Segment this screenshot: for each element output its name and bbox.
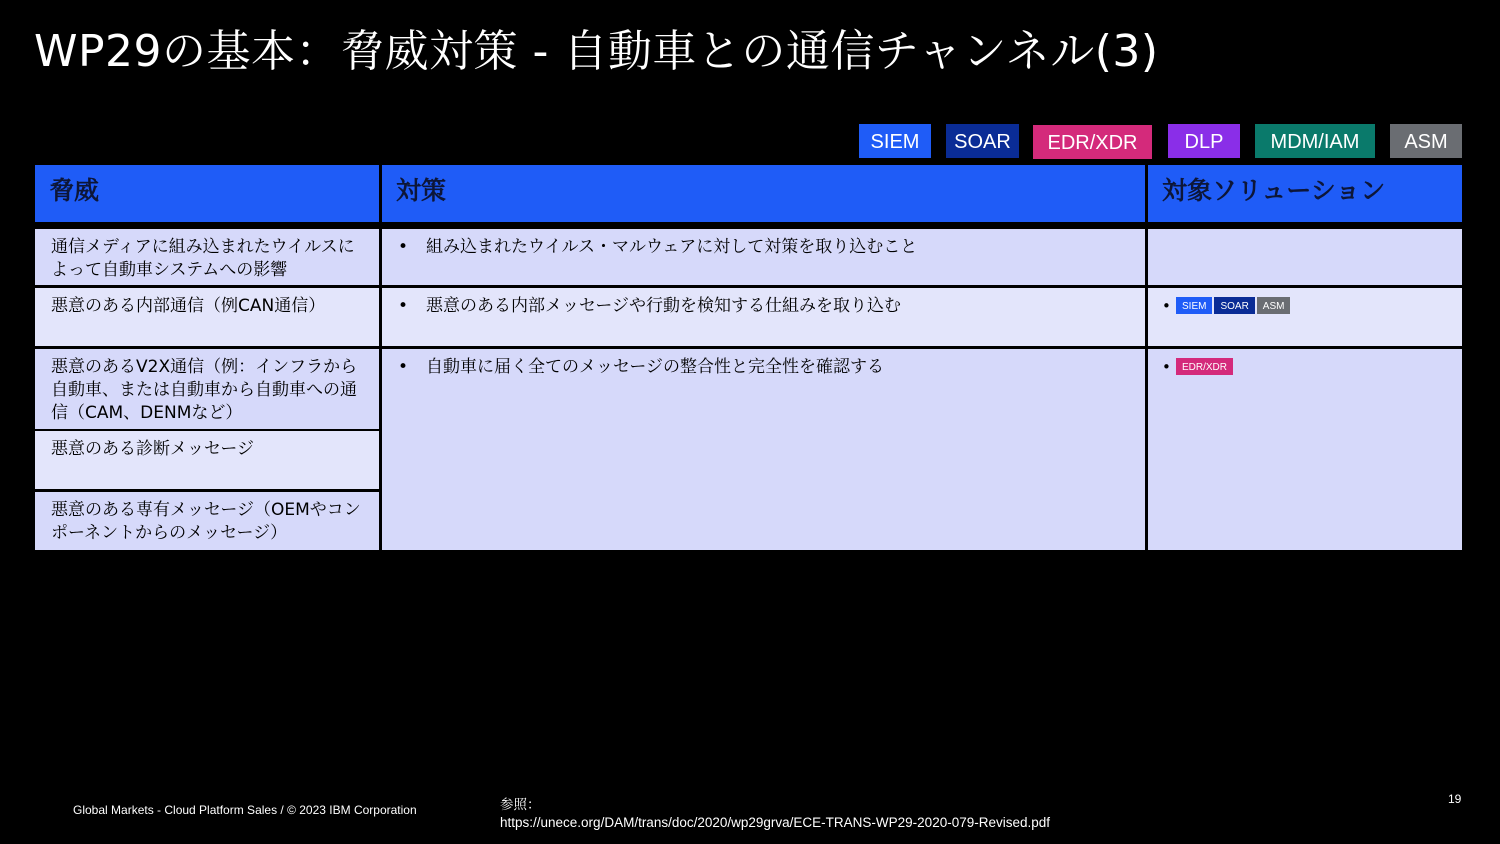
- slide-title: WP29の基本：脅威対策 - 自動車との通信チャンネル(3): [34, 26, 1159, 77]
- reference-url: https://unece.org/DAM/trans/doc/2020/wp29grva/ECE-TRANS-WP29-2020-079-Revised.pdf: [500, 815, 1051, 830]
- solution-tag-soar: SOAR: [1214, 297, 1254, 314]
- header-solution: 対象ソリューション: [1148, 165, 1462, 222]
- reference-label: 参照：: [500, 797, 541, 812]
- header-measure: 対策: [382, 165, 1145, 222]
- solution-cell: [1148, 349, 1462, 550]
- legend-dlp: DLP: [1168, 124, 1240, 158]
- measure-text: 悪意のある内部メッセージや行動を検知する仕組みを取り込む: [426, 296, 901, 316]
- legend-asm: ASM: [1390, 124, 1462, 158]
- bullet-icon: •: [1162, 358, 1171, 376]
- legend-soar: SOAR: [946, 124, 1019, 158]
- measure-cell: [382, 349, 1145, 550]
- bullet-icon: •: [398, 237, 409, 257]
- measure-cell: [382, 288, 1145, 346]
- header-threat: 脅威: [35, 165, 379, 222]
- legend-mdm-iam: MDM/IAM: [1255, 124, 1375, 158]
- threat-cell: 悪意のある専有メッセージ（OEMやコンポーネントからのメッセージ）: [35, 492, 379, 550]
- solution-legend: [0, 124, 1500, 160]
- legend-siem: SIEM: [859, 124, 931, 158]
- measure-cell: [382, 229, 1145, 285]
- page-number: 19: [1448, 792, 1462, 806]
- threat-cell: 悪意のある内部通信（例CAN通信）: [35, 288, 379, 346]
- measure-text: 自動車に届く全てのメッセージの整合性と完全性を確認する: [426, 357, 884, 377]
- legend-edr-xdr: EDR/XDR: [1033, 125, 1152, 159]
- threat-cell: 悪意のあるV2X通信（例：インフラから自動車、または自動車から自動車への通信（CAM、DENMなど）: [35, 349, 379, 429]
- threat-cell: 悪意のある診断メッセージ: [35, 431, 379, 489]
- solution-cell: [1148, 288, 1462, 346]
- threat-cell: 通信メディアに組み込まれたウイルスによって自動車システムへの影響: [35, 229, 379, 285]
- measure-text: 組み込まれたウイルス・マルウェアに対して対策を取り込むこと: [426, 237, 918, 257]
- footer-copyright: Global Markets - Cloud Platform Sales / © 2023 IBM Corporation: [73, 803, 417, 817]
- solution-tag-edr-xdr: EDR/XDR: [1176, 358, 1233, 375]
- bullet-icon: •: [398, 357, 409, 377]
- footer-reference: [500, 796, 1050, 832]
- solution-tag-siem: SIEM: [1176, 297, 1212, 314]
- solution-cell: [1148, 229, 1462, 285]
- solution-tag-asm: ASM: [1257, 297, 1291, 314]
- bullet-icon: •: [398, 296, 409, 316]
- bullet-icon: •: [1162, 297, 1171, 315]
